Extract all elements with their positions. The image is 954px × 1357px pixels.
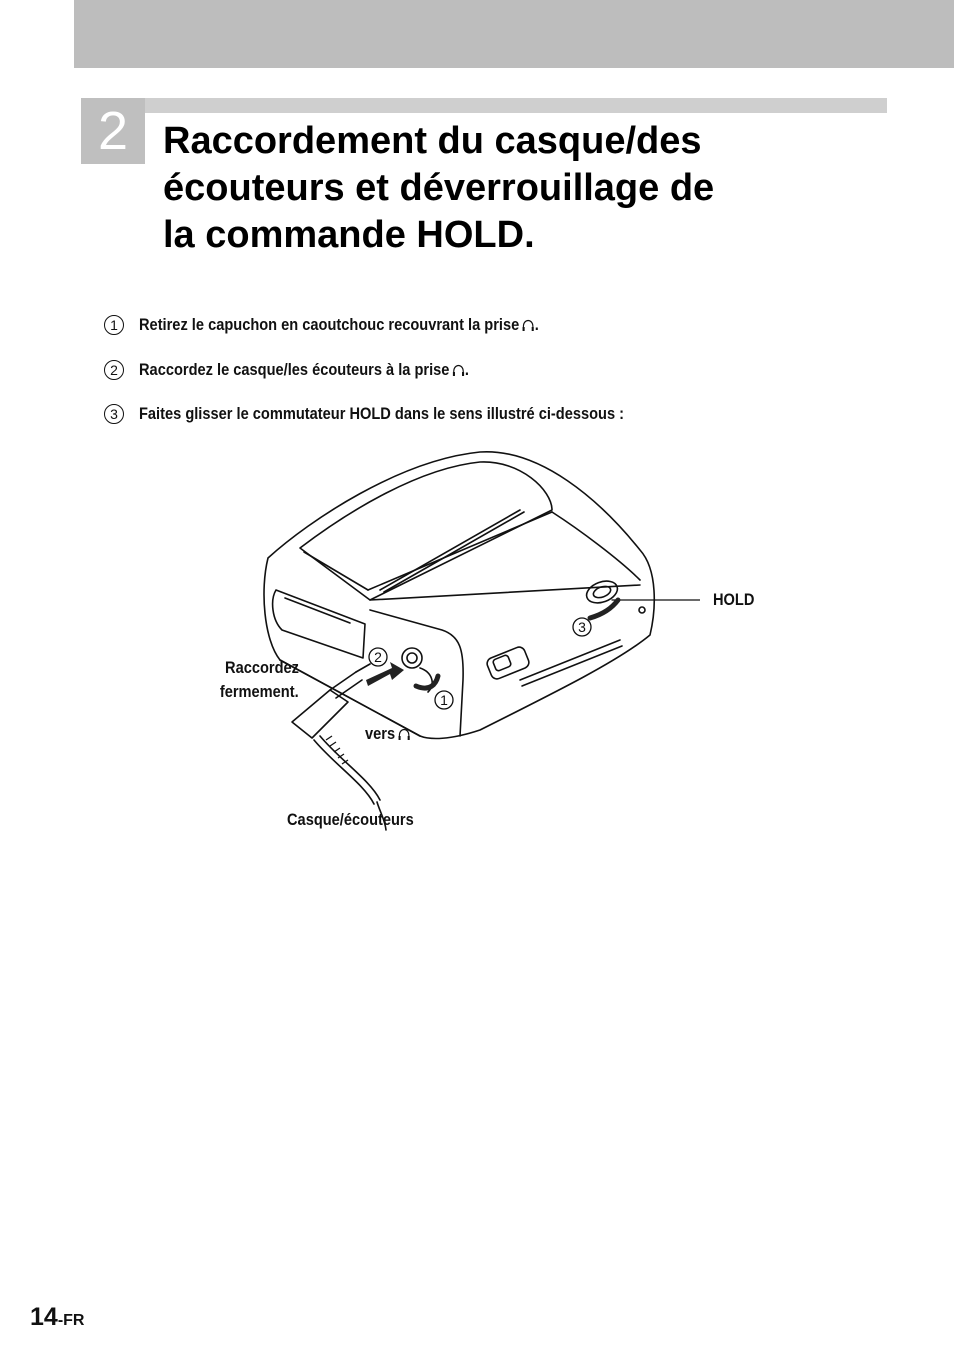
page-title-line-3: la commande HOLD. — [163, 214, 535, 256]
step-item-2 — [104, 357, 904, 383]
label-to-text: vers — [365, 724, 396, 743]
step-text-1-suffix: . — [534, 315, 539, 334]
step-text-1 — [139, 315, 539, 335]
label-connect-line-2: fermement. — [220, 682, 299, 701]
page-title — [163, 118, 903, 259]
marker-3: 3 — [578, 619, 586, 635]
title-rule — [145, 98, 887, 113]
step-item-1 — [104, 312, 904, 338]
device-illustration — [180, 440, 700, 840]
page-number — [30, 1303, 84, 1332]
header-band — [74, 0, 954, 68]
headphones-icon — [522, 318, 535, 332]
headphones-icon — [398, 727, 411, 741]
step-item-3 — [104, 401, 904, 427]
step-text-1-body: Retirez le capuchon en caoutchouc recouvrant la prise — [139, 315, 520, 334]
label-hold: HOLD — [713, 590, 755, 609]
marker-1: 1 — [440, 692, 448, 708]
step-text-3: Faites glisser le commutateur HOLD dans le sens illustré ci-dessous : — [139, 404, 625, 423]
step-text-2-body: Raccordez le casque/les écouteurs à la prise — [139, 359, 450, 379]
page-title-line-2: écouteurs et déverrouillage de — [163, 167, 715, 209]
step-text-2 — [139, 360, 469, 380]
section-number: 2 — [97, 101, 129, 161]
section-number-box — [81, 98, 145, 164]
label-to-headphones — [365, 724, 411, 744]
step-number-3: 3 — [104, 404, 124, 424]
steps-list — [104, 312, 904, 446]
step-text-2-suffix: . — [464, 359, 469, 379]
page-number-suffix: -FR — [57, 1312, 85, 1329]
headphones-icon — [452, 363, 465, 377]
page-title-line-1: Raccordement du casque/des — [163, 120, 702, 162]
step-number-1: 1 — [104, 315, 124, 335]
label-headphones: Casque/écouteurs — [287, 810, 414, 829]
step-number-2: 2 — [104, 360, 124, 380]
page-number-value: 14 — [30, 1303, 58, 1331]
label-connect-line-1: Raccordez — [225, 658, 299, 677]
marker-2: 2 — [374, 649, 382, 665]
